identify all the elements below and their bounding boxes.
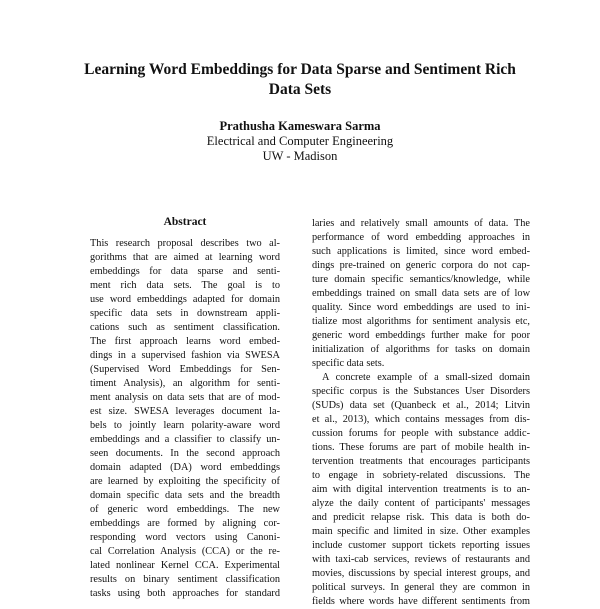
body-text-line: (SUDs) data set (Quanbeck et al., 2014; Litvin <box>312 400 530 412</box>
abstract-text-line: dings in a supervised fashion via SWESA <box>90 350 280 362</box>
body-text-line: A concrete example of a small-sized domain <box>322 372 530 384</box>
body-text-line: initialization of algorithms for tasks on domain <box>312 344 530 356</box>
body-text-line: ture domain specific semantics/knowledge, while <box>312 274 530 286</box>
author-block <box>150 119 450 164</box>
body-text-line: include customer support tickets reporting issues <box>312 540 530 552</box>
body-text-line: fields where words have different sentiments from <box>312 596 530 608</box>
abstract-text-line: responding word vectors using Canoni- <box>90 532 280 544</box>
abstract-text-line: timent Analysis), an algorithm for senti- <box>90 378 280 390</box>
body-text-line: and predicit relapse risk. This data is both do- <box>312 512 530 524</box>
body-text-line: tions. These forums are part of mobile health in- <box>312 442 530 454</box>
body-text-line: dings pre-trained on generic corpora do not cap- <box>312 260 530 272</box>
paper-title: Learning Word Embeddings for Data Sparse and Sentiment Rich Data Sets <box>84 61 516 98</box>
body-text-line: specific data sets. <box>312 358 385 370</box>
abstract-text-line: ment rich data sets. The goal is to <box>90 280 280 292</box>
body-text-line: cussion forums for people with substance addic- <box>312 428 530 440</box>
body-text-line: with taxi-cab services, reviews of restaurants and <box>312 554 530 566</box>
abstract-text-line: embeddings and a classifier to classify un- <box>90 434 280 446</box>
abstract-text-line: domain specific data sets and the breadth <box>90 490 280 502</box>
author-name: Prathusha Kameswara Sarma <box>219 119 381 133</box>
body-text-line: main specific and limited in size. Other examples <box>312 526 530 538</box>
abstract-text-line: est size. SWESA leverages document la- <box>90 406 280 418</box>
abstract-text-line: bels to jointly learn polarity-aware word <box>90 420 280 432</box>
abstract-text-line: (Supervised Word Embeddings for Sen- <box>90 364 280 376</box>
abstract-text-line: specific data sets in downstream appli- <box>90 308 280 320</box>
body-text-line: quality. Since word embeddings are used to ini- <box>312 302 530 314</box>
body-text-line: specific corpus is the Substances User Disorders <box>312 386 530 398</box>
body-text-line: political surveys. In general they are common in <box>312 582 530 594</box>
body-text-line: embeddings trained on small data sets are of low <box>312 288 530 300</box>
abstract-text-line: cal Correlation Analysis (CCA) or the re- <box>90 546 280 558</box>
abstract-text-line: ment analysis on data sets that are of mod- <box>90 392 280 404</box>
abstract-text-line: gorithms that are aimed at learning word <box>90 252 280 264</box>
body-text-line: alyze the daily content of participants' messages <box>312 498 530 510</box>
abstract-text-line: The first approach learns word embed- <box>90 336 280 348</box>
abstract-text-line: lated nonlinear Kernel CCA. Experimental <box>90 560 280 572</box>
body-text-line: aim with digital intervention treatments is to an- <box>312 484 530 496</box>
abstract-text-line: embeddings are formed by aligning cor- <box>90 518 280 530</box>
abstract-text-line: use word embeddings adapted for domain <box>90 294 280 306</box>
body-text-line: tialize most algorithms for sentiment analysis etc, <box>312 316 530 328</box>
abstract-body <box>90 237 280 601</box>
body-text-line: et al., 2013), which contains messages from dis- <box>312 414 530 426</box>
introduction-body <box>312 217 530 609</box>
abstract-text-line: results on binary sentiment classification <box>90 574 280 586</box>
abstract-heading: Abstract <box>163 216 207 228</box>
abstract-text-line: seen documents. In the second approach <box>90 448 280 460</box>
author-institution: UW - Madison <box>262 149 338 163</box>
abstract-text-line: tasks using both approaches for standard <box>90 588 280 600</box>
body-text-line: such applications is limited, since word embed- <box>312 246 530 258</box>
abstract-text-line: This research proposal describes two al- <box>90 238 280 249</box>
body-text-line: to engage in sobriety-related discussions. The <box>312 470 530 482</box>
abstract-text-line: of generic word embeddings. The new <box>90 504 280 516</box>
abstract-text-line: embeddings for data sparse and senti- <box>90 266 280 278</box>
body-text-line: performance of word embedding approaches in <box>312 232 530 244</box>
body-text-line: movies, discussions by special interest groups, and <box>312 568 530 580</box>
abstract-text-line: cations such as sentiment classification. <box>90 322 280 334</box>
author-affiliation: Electrical and Computer Engineering <box>206 134 394 148</box>
abstract-text-line: domain adapted (DA) word embeddings <box>90 462 280 474</box>
abstract-text-line: are learned by exploiting the specificity of <box>90 476 280 488</box>
body-text-line: generic word embeddings further make for poor <box>312 330 530 342</box>
body-text-line: laries and relatively small amounts of data. The <box>312 218 530 229</box>
body-text-line: tervention treatments that encourages participants <box>312 456 530 468</box>
